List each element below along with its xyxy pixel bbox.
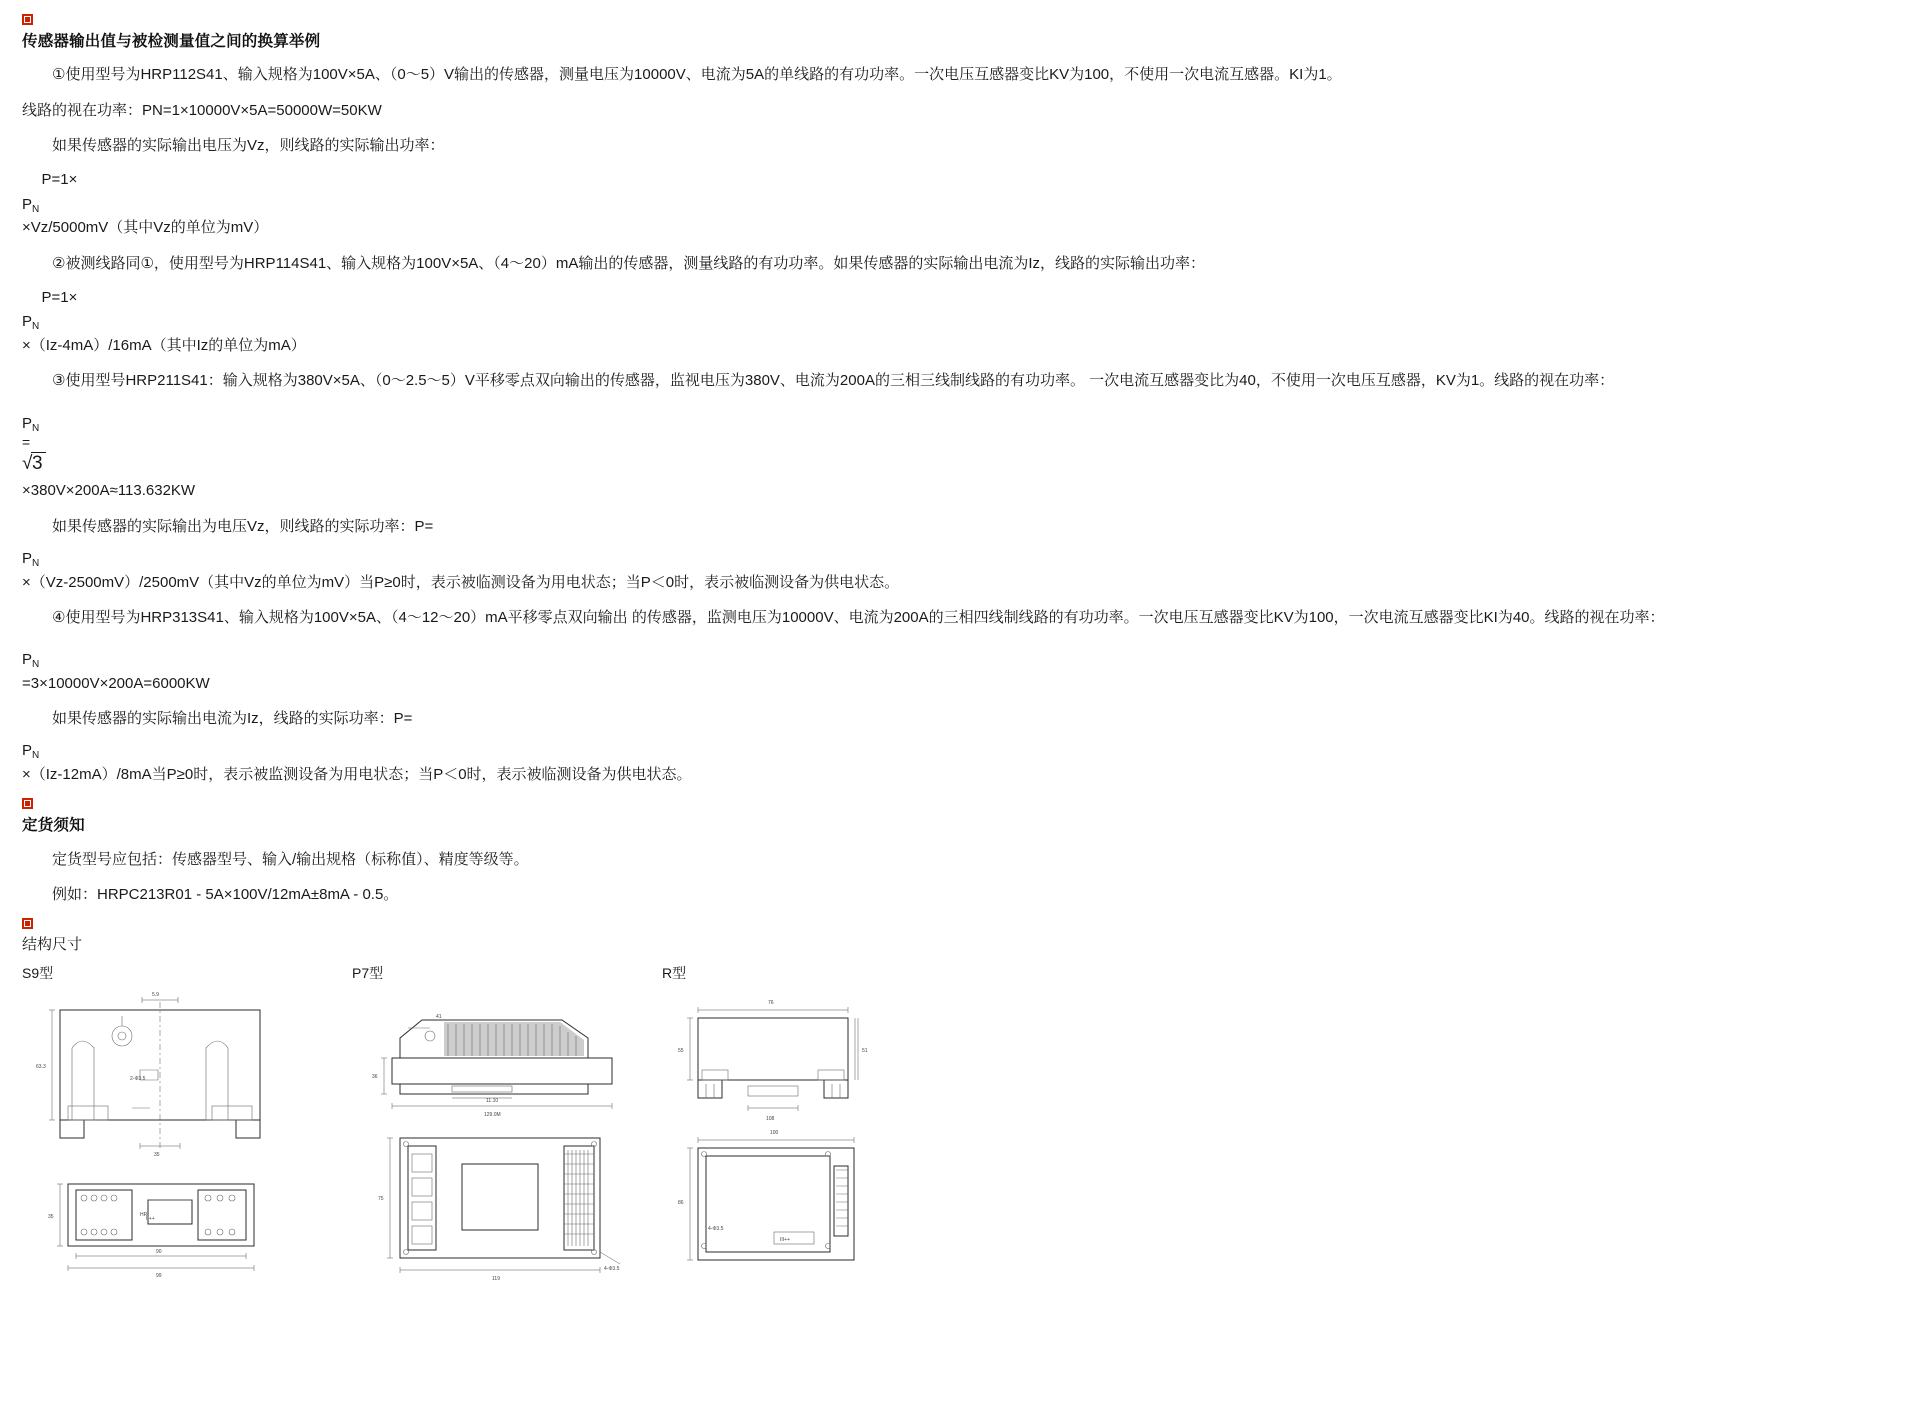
formula-2-pn xyxy=(22,313,1890,332)
formula-4-tail: ×（Vz-2500mV）/2500mV（其中Vz的单位为mV）当P≥0时，表示被临测设备为用电状态；当P＜0时，表示被临测设备为供电状态。 xyxy=(22,573,900,591)
dim-p7-b-left: 75 xyxy=(378,1195,384,1202)
drawing-label-p7: P7型 xyxy=(352,964,384,981)
dim-p7-left: 36 xyxy=(372,1073,378,1080)
formula-2-pn-symbol: P xyxy=(22,313,33,331)
dim-r-left: 55 xyxy=(678,1047,684,1054)
formula-2-pn-subscript: N xyxy=(32,321,40,333)
dim-r-io: III++ xyxy=(780,1236,791,1243)
paragraph-actual-power-3: 如果传感器的实际输出为电压Vz，则线路的实际功率：P= xyxy=(52,517,434,535)
paragraph-ordering-info: 定货型号应包括：传感器型号、输入/输出规格（标称值）、精度等级等。 xyxy=(52,850,529,868)
red-square-icon xyxy=(22,14,33,25)
formula-1-pn xyxy=(22,196,1890,215)
dim-r-bottom: 108 xyxy=(766,1115,775,1122)
formula-3-sqrt xyxy=(22,453,1890,476)
formula-6-pn xyxy=(22,742,1890,761)
dim-s9-hr-label: HR xyxy=(140,1211,148,1218)
paragraph-actual-power-4: 如果传感器的实际输出电流为Iz，线路的实际功率：P= xyxy=(52,710,413,728)
formula-5-pn-symbol: P xyxy=(22,651,33,669)
dim-p7-mid: 11.10 xyxy=(486,1097,499,1104)
drawing-group-p7 xyxy=(352,963,632,1286)
dim-s9-inner: 35 xyxy=(154,1151,160,1158)
dim-r-hole: 4-Φ3.5 xyxy=(708,1225,724,1232)
section-title-ordering: 定货须知 xyxy=(22,817,85,835)
drawing-group-s9 xyxy=(22,963,312,1286)
formula-4-pn-subscript: N xyxy=(32,557,40,569)
dimension-drawings xyxy=(22,963,1890,1293)
paragraph-ordering-example: 例如：HRPC213R01 - 5A×100V/12mA±8mA - 0.5。 xyxy=(52,885,399,903)
dim-p7-hole: 4-Φ3.5 xyxy=(604,1265,620,1272)
formula-1-pn-subscript: N xyxy=(32,203,40,215)
formula-3-pn xyxy=(22,415,1890,434)
dim-s9-bottom-w2: 99 xyxy=(156,1272,162,1279)
paragraph-example-4: ④使用型号为HRP313S41、输入规格为100V×5A、（4～12～20）mA平移零点双向输出 的传感器，监测电压为10000V、电流为200A的三相四线制线路的有功功率。一次电压互感器变比KV为100，一次电流互感器变比KI为40。线路的视在功率： xyxy=(52,608,1665,626)
formula-3-pn-symbol: P xyxy=(22,414,33,432)
dim-p7-bottom: 129.0M xyxy=(484,1111,501,1118)
formula-4-pn xyxy=(22,550,1890,569)
red-square-icon xyxy=(22,798,33,809)
drawing-svg-p7 xyxy=(352,988,632,1282)
sqrt-radical-icon: √ xyxy=(22,452,33,474)
formula-5-pn-subscript: N xyxy=(32,659,40,671)
formula-3-pn-subscript: N xyxy=(32,422,40,434)
formula-3-tail: ×380V×200A≈113.632KW xyxy=(22,482,196,500)
dim-s9-note: 2-Φ3.5 xyxy=(130,1075,146,1082)
formula-6-pn-symbol: P xyxy=(22,742,33,760)
formula-5-tail: =3×10000V×200A=6000KW xyxy=(22,674,210,692)
dim-s9-bottom-w: 90 xyxy=(156,1248,162,1255)
dim-s9-top-width: 5.9 xyxy=(152,991,159,998)
paragraph-example-3: ③使用型号HRP211S41：输入规格为380V×5A、（0～2.5～5）V平移零点双向输出的传感器，监视电压为380V、电流为200A的三相三线制线路的有功功率。 一次电流互感器变比为40，不使用一次电压互感器，KV为1。线路的视在功率： xyxy=(52,372,1615,390)
formula-6-tail: ×（Iz-12mA）/8mA当P≥0时，表示被监测设备为用电状态；当P＜0时，表示被临测设备为供电状态。 xyxy=(22,766,692,784)
spacer-2 xyxy=(22,641,1890,651)
paragraph-actual-power-1: 如果传感器的实际输出电压为Vz，则线路的实际输出功率： xyxy=(52,136,445,154)
drawing-svg-s9 xyxy=(22,988,312,1278)
dim-p7-top: 41 xyxy=(436,1013,442,1020)
section-title-conversion: 传感器输出值与被检测量值之间的换算举例 xyxy=(22,33,321,50)
dim-s9-height: 63.3 xyxy=(36,1063,46,1070)
formula-2-lead: P=1× xyxy=(41,288,78,306)
drawing-label-s9: S9型 xyxy=(22,964,54,981)
spacer-1 xyxy=(22,405,1890,415)
paragraph-example-1: ①使用型号为HRP112S41、输入规格为100V×5A、（0～5）V输出的传感器，测量电压为10000V、电流为5A的单线路的有功功率。一次电压互感器变比KV为100，不使用一次电流互感器。KI为1。 xyxy=(52,66,1342,84)
paragraph-example-2: ②被测线路同①，使用型号为HRP114S41、输入规格为100V×5A、（4～20）mA输出的传感器，测量线路的有功功率。如果传感器的实际输出电流为Iz，线路的实际输出功率： xyxy=(52,254,1206,272)
red-bullet-marker-2 xyxy=(22,798,1890,812)
formula-6-pn-subscript: N xyxy=(32,750,40,762)
formula-1-lead: P=1× xyxy=(41,171,78,188)
formula-2-tail: ×（Iz-4mA）/16mA（其中Iz的单位为mA） xyxy=(22,337,306,354)
drawing-group-r xyxy=(662,963,892,1286)
dim-s9-io-label: II++ xyxy=(146,1215,155,1222)
dim-s9-left-h: 35 xyxy=(48,1213,54,1220)
dim-r-right: 51 xyxy=(862,1047,868,1054)
formula-4-pn-symbol: P xyxy=(22,549,33,567)
drawing-label-r: R型 xyxy=(662,964,687,981)
formula-1-tail: ×Vz/5000mV（其中Vz的单位为mV） xyxy=(22,219,269,237)
drawing-svg-r xyxy=(662,988,892,1278)
formula-3-equals: = xyxy=(22,434,31,451)
dim-r-top: 76 xyxy=(768,999,774,1006)
red-bullet-marker-3 xyxy=(22,918,1890,932)
dim-r-b-left: 86 xyxy=(678,1199,684,1206)
formula-5-pn xyxy=(22,651,1890,670)
dim-r-b-top: 100 xyxy=(770,1129,779,1136)
formula-3-radicand: 3 xyxy=(31,452,46,474)
red-square-icon xyxy=(22,918,33,929)
paragraph-apparent-power-1: 线路的视在功率：PN=1×10000V×5A=50000W=50KW xyxy=(22,101,382,119)
section-title-dimensions: 结构尺寸 xyxy=(22,936,83,954)
dim-p7-b-bottom: 119 xyxy=(492,1275,500,1282)
formula-1-pn-symbol: P xyxy=(22,195,33,213)
red-bullet-marker-1 xyxy=(22,14,1890,28)
